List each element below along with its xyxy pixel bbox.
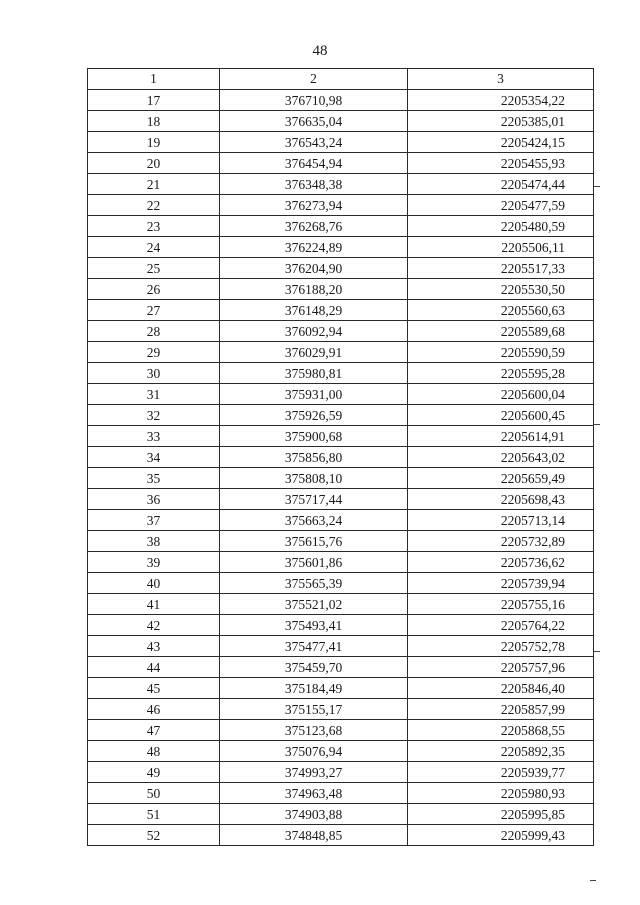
x-coordinate-cell: 375601,86 (220, 552, 408, 573)
column-header-3: 3 (408, 69, 594, 90)
x-coordinate-cell: 376268,76 (220, 216, 408, 237)
point-number-cell: 42 (88, 615, 220, 636)
x-coordinate-cell: 376710,98 (220, 90, 408, 111)
x-coordinate-cell: 375856,80 (220, 447, 408, 468)
x-coordinate-cell: 375717,44 (220, 489, 408, 510)
x-coordinate-cell: 374903,88 (220, 804, 408, 825)
y-coordinate-cell: 2205517,33 (408, 258, 594, 279)
x-coordinate-cell: 374993,27 (220, 762, 408, 783)
table-row (88, 405, 594, 426)
table-row (88, 195, 594, 216)
point-number-cell: 44 (88, 657, 220, 678)
point-number-cell: 20 (88, 153, 220, 174)
point-number-cell: 32 (88, 405, 220, 426)
table-row (88, 783, 594, 804)
x-coordinate-cell: 375184,49 (220, 678, 408, 699)
x-coordinate-cell: 376224,89 (220, 237, 408, 258)
column-header-1: 1 (88, 69, 220, 90)
point-number-cell: 38 (88, 531, 220, 552)
table-row (88, 321, 594, 342)
y-coordinate-cell: 2205939,77 (408, 762, 594, 783)
point-number-cell: 33 (88, 426, 220, 447)
point-number-cell: 29 (88, 342, 220, 363)
point-number-cell: 37 (88, 510, 220, 531)
y-coordinate-cell: 2205595,28 (408, 363, 594, 384)
x-coordinate-cell: 376188,20 (220, 279, 408, 300)
table-row (88, 384, 594, 405)
point-number-cell: 30 (88, 363, 220, 384)
y-coordinate-cell: 2205455,93 (408, 153, 594, 174)
y-coordinate-cell: 2205477,59 (408, 195, 594, 216)
y-coordinate-cell: 2205614,91 (408, 426, 594, 447)
point-number-cell: 47 (88, 720, 220, 741)
y-coordinate-cell: 2205999,43 (408, 825, 594, 846)
y-coordinate-cell: 2205757,96 (408, 657, 594, 678)
point-number-cell: 46 (88, 699, 220, 720)
point-number-cell: 25 (88, 258, 220, 279)
table-row (88, 447, 594, 468)
point-number-cell: 43 (88, 636, 220, 657)
x-coordinate-cell: 375123,68 (220, 720, 408, 741)
x-coordinate-cell: 375663,24 (220, 510, 408, 531)
point-number-cell: 19 (88, 132, 220, 153)
y-coordinate-cell: 2205846,40 (408, 678, 594, 699)
y-coordinate-cell: 2205868,55 (408, 720, 594, 741)
point-number-cell: 17 (88, 90, 220, 111)
point-number-cell: 22 (88, 195, 220, 216)
x-coordinate-cell: 375615,76 (220, 531, 408, 552)
y-coordinate-cell: 2205480,59 (408, 216, 594, 237)
table-row (88, 489, 594, 510)
x-coordinate-cell: 375459,70 (220, 657, 408, 678)
point-number-cell: 23 (88, 216, 220, 237)
point-number-cell: 40 (88, 573, 220, 594)
point-number-cell: 18 (88, 111, 220, 132)
table-row (88, 573, 594, 594)
x-coordinate-cell: 375900,68 (220, 426, 408, 447)
table-row (88, 258, 594, 279)
table-row (88, 468, 594, 489)
y-coordinate-cell: 2205732,89 (408, 531, 594, 552)
point-number-cell: 28 (88, 321, 220, 342)
page-number: 48 (312, 43, 328, 59)
y-coordinate-cell: 2205752,78 (408, 636, 594, 657)
point-number-cell: 35 (88, 468, 220, 489)
y-coordinate-cell: 2205590,59 (408, 342, 594, 363)
table-row (88, 594, 594, 615)
table-row (88, 237, 594, 258)
point-number-cell: 51 (88, 804, 220, 825)
table-row (88, 279, 594, 300)
y-coordinate-cell: 2205506,11 (408, 237, 594, 258)
y-coordinate-cell: 2205385,01 (408, 111, 594, 132)
table-row (88, 804, 594, 825)
x-coordinate-cell: 375076,94 (220, 741, 408, 762)
table-row (88, 678, 594, 699)
point-number-cell: 52 (88, 825, 220, 846)
x-coordinate-cell: 375980,81 (220, 363, 408, 384)
table-body (88, 90, 594, 846)
scan-mark (594, 186, 600, 187)
table-row (88, 426, 594, 447)
coordinates-table (87, 68, 594, 846)
table-row (88, 762, 594, 783)
x-coordinate-cell: 374963,48 (220, 783, 408, 804)
y-coordinate-cell: 2205530,50 (408, 279, 594, 300)
table-row (88, 552, 594, 573)
y-coordinate-cell: 2205354,22 (408, 90, 594, 111)
y-coordinate-cell: 2205995,85 (408, 804, 594, 825)
point-number-cell: 41 (88, 594, 220, 615)
y-coordinate-cell: 2205857,99 (408, 699, 594, 720)
table-row (88, 636, 594, 657)
y-coordinate-cell: 2205736,62 (408, 552, 594, 573)
point-number-cell: 45 (88, 678, 220, 699)
table-row (88, 174, 594, 195)
x-coordinate-cell: 375808,10 (220, 468, 408, 489)
table-row (88, 720, 594, 741)
table-row (88, 531, 594, 552)
table-row (88, 300, 594, 321)
x-coordinate-cell: 376204,90 (220, 258, 408, 279)
y-coordinate-cell: 2205764,22 (408, 615, 594, 636)
x-coordinate-cell: 374848,85 (220, 825, 408, 846)
x-coordinate-cell: 376092,94 (220, 321, 408, 342)
x-coordinate-cell: 376148,29 (220, 300, 408, 321)
table-row (88, 90, 594, 111)
x-coordinate-cell: 376348,38 (220, 174, 408, 195)
scan-mark (594, 651, 600, 652)
x-coordinate-cell: 375926,59 (220, 405, 408, 426)
x-coordinate-cell: 375565,39 (220, 573, 408, 594)
x-coordinate-cell: 376029,91 (220, 342, 408, 363)
column-header-2: 2 (220, 69, 408, 90)
y-coordinate-cell: 2205424,15 (408, 132, 594, 153)
y-coordinate-cell: 2205474,44 (408, 174, 594, 195)
table-header (88, 69, 594, 90)
point-number-cell: 21 (88, 174, 220, 195)
point-number-cell: 48 (88, 741, 220, 762)
x-coordinate-cell: 375155,17 (220, 699, 408, 720)
y-coordinate-cell: 2205698,43 (408, 489, 594, 510)
x-coordinate-cell: 376454,94 (220, 153, 408, 174)
table-row (88, 132, 594, 153)
table-row (88, 111, 594, 132)
table-row (88, 699, 594, 720)
y-coordinate-cell: 2205643,02 (408, 447, 594, 468)
table-row (88, 153, 594, 174)
scan-mark (590, 880, 596, 881)
y-coordinate-cell: 2205589,68 (408, 321, 594, 342)
point-number-cell: 39 (88, 552, 220, 573)
table-row (88, 741, 594, 762)
point-number-cell: 31 (88, 384, 220, 405)
y-coordinate-cell: 2205980,93 (408, 783, 594, 804)
table-row (88, 216, 594, 237)
table-row (88, 363, 594, 384)
table-row (88, 657, 594, 678)
scan-mark (594, 424, 600, 425)
y-coordinate-cell: 2205600,45 (408, 405, 594, 426)
point-number-cell: 24 (88, 237, 220, 258)
point-number-cell: 34 (88, 447, 220, 468)
x-coordinate-cell: 375931,00 (220, 384, 408, 405)
point-number-cell: 50 (88, 783, 220, 804)
y-coordinate-cell: 2205600,04 (408, 384, 594, 405)
x-coordinate-cell: 376273,94 (220, 195, 408, 216)
header-row (88, 69, 594, 90)
table-row (88, 825, 594, 846)
table-row (88, 342, 594, 363)
x-coordinate-cell: 375521,02 (220, 594, 408, 615)
point-number-cell: 36 (88, 489, 220, 510)
y-coordinate-cell: 2205739,94 (408, 573, 594, 594)
y-coordinate-cell: 2205755,16 (408, 594, 594, 615)
x-coordinate-cell: 376635,04 (220, 111, 408, 132)
x-coordinate-cell: 376543,24 (220, 132, 408, 153)
x-coordinate-cell: 375493,41 (220, 615, 408, 636)
table-row (88, 510, 594, 531)
table-row (88, 615, 594, 636)
point-number-cell: 27 (88, 300, 220, 321)
point-number-cell: 49 (88, 762, 220, 783)
y-coordinate-cell: 2205560,63 (408, 300, 594, 321)
y-coordinate-cell: 2205892,35 (408, 741, 594, 762)
point-number-cell: 26 (88, 279, 220, 300)
y-coordinate-cell: 2205713,14 (408, 510, 594, 531)
x-coordinate-cell: 375477,41 (220, 636, 408, 657)
y-coordinate-cell: 2205659,49 (408, 468, 594, 489)
